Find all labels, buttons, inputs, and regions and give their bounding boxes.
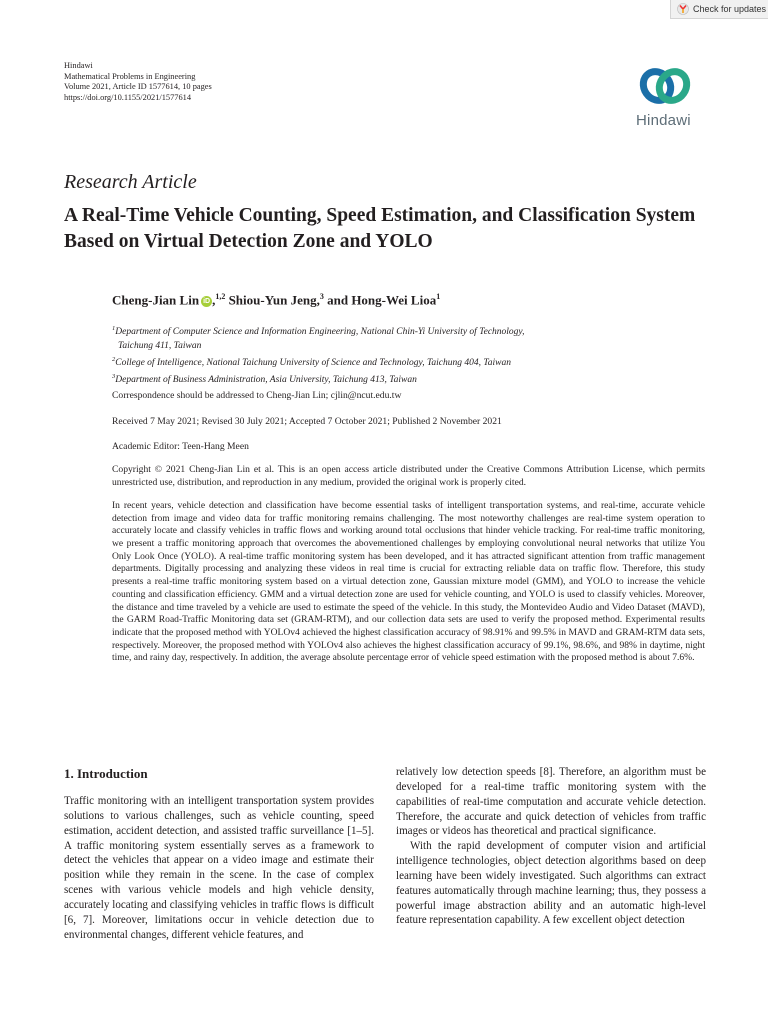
body-paragraph: Traffic monitoring with an intelligent transportation system provides solutions to various challenges, such as vehicle counting, speed estimation, accident detection, and assisted traffic surveillance [1–5]. A traffic monitoring system essentially serves as a framework to detect the vehicles that appear on a video image and estimate their position while they remain in the scene. In the case of complex scenes with various vehicle models and high vehicle density, accurately locating and classifying vehicles in traffic flows is difficult [6, 7]. Moreover, limitations occur in vehicle detection due to environmental changes, different vehicle features, and	[64, 795, 374, 941]
affiliation-marker: 3	[112, 373, 116, 381]
abstract-text: In recent years, vehicle detection and classification have become essential tasks of intelligent transportation systems, and real-time, accurate vehicle detection from image and video data for traffic monitoring remains challenging. The most noteworthy challenges are real-time system operation to accurately locate and classify vehicles in traffic flows and working around total occlusions that hinder vehicle tracking. For real-time traffic monitoring, we present a traffic monitoring approach that overcomes the abovementioned challenges by employing convolutional neural networks that utilize You Only Look Once (YOLO). A real-time traffic monitoring system has been developed, and it has attracted significant attention from traffic management departments. Digitally processing and analyzing these videos in real time is crucial for extracting reliable data on traffic flow. Therefore, this study presents a real-time traffic monitoring system based on a virtual detection zone, Gaussian mixture model (GMM), and YOLO to increase the vehicle counting and classification efficiency. GMM and a virtual detection zone are used for vehicle counting, and YOLO is used to classify vehicles. Moreover, the distance and time traveled by a vehicle are used to estimate the speed of the vehicle. In this study, the Montevideo Audio and Video Dataset (MAVD), the GARM Road-Traffic Monitoring data set (GRAM-RTM), and our collection data sets are used to verify the proposed method. Experimental results indicate that the proposed method with YOLOv4 achieved the highest classification accuracy of 98.91% and 99.5% in MAVD and GRAM-RTM data sets, respectively. Moreover, the proposed method with YOLOv4 also achieves the highest classification accuracy of 99.1%, 98.6%, and 98% in daytime, night time, and rainy day, respectively. In addition, the average absolute percentage error of vehicle speed estimation with the proposed method is about 7.6%.	[112, 500, 705, 664]
correspondence-line: Correspondence should be addressed to Cheng-Jian Lin; cjlin@ncut.edu.tw	[112, 390, 402, 401]
body-column-left	[64, 794, 374, 942]
affiliation-marker: 1	[112, 325, 116, 332]
body-paragraph: With the rapid development of computer vision and artificial intelligence technologies, object detection algorithms based on deep learning have been widely investigated. Such algorithms can extract features automatically through machine learning; thus, they possess a powerful image abstraction ability and an automatic high-level feature representation capability. A few excellent object detection	[396, 840, 706, 927]
orcid-icon[interactable]: iD	[203, 298, 211, 306]
affiliation-item	[112, 322, 652, 353]
author-affiliation-marker: 3	[319, 292, 324, 301]
affiliation-list	[112, 322, 652, 387]
affiliation-item	[112, 353, 652, 370]
affiliation-text: Department of Computer Science and Information Engineering, National Chin-Yi University of Technology,	[115, 327, 525, 338]
affiliation-text: College of Intelligence, National Taichung University of Science and Technology, Taichung 404, Taiwan	[115, 358, 511, 369]
academic-editor: Academic Editor: Teen-Hang Meen	[112, 441, 249, 452]
doi-link[interactable]: https://doi.org/10.1155/2021/1577614	[64, 92, 192, 102]
publisher-name: Hindawi	[64, 61, 93, 70]
journal-meta	[64, 61, 212, 103]
author-name: Shiou-Yun Jeng,	[228, 292, 320, 308]
article-type: Research Article	[64, 171, 197, 193]
publication-dates: Received 7 May 2021; Revised 30 July 2021; Accepted 7 October 2021; Published 2 November 2021	[112, 416, 502, 427]
copyright-notice: Copyright © 2021 Cheng-Jian Lin et al. This is an open access article distributed under the Creative Commons Attribution License, which permits unrestricted use, distribution, and reproduction in any medium, provided the original work is properly cited.	[112, 464, 705, 488]
affiliation-text: Department of Business Administration, Asia University, Taichung 413, Taiwan	[115, 375, 417, 386]
check-for-updates-label: Check for updates	[693, 4, 767, 14]
body-paragraph: relatively low detection speeds [8]. Therefore, an algorithm must be developed for a real-time traffic monitoring system with the capabilities of real-time computation and accurate vehicle detection. Therefore, the accurate and quick detection of vehicles from traffic images or videos has theoretical and practical significance.	[396, 766, 706, 838]
author-affiliation-marker: 1	[436, 292, 441, 301]
author-list: Cheng-Jian Lin iD ,$^{1,2}$ Shiou-Yun Jeng,$^3$ and Hong-Wei Lioa$^1$	[112, 292, 441, 308]
hindawi-logo-text: Hindawi	[636, 112, 691, 129]
volume-line: Volume 2021, Article ID 1577614, 10 pages	[64, 82, 212, 92]
crossmark-icon	[677, 3, 689, 15]
article-title: A Real-Time Vehicle Counting, Speed Estimation, and Classification System Based on Virtual Detection Zone and YOLO	[64, 205, 696, 252]
affiliation-marker: 2	[112, 356, 116, 364]
author-affiliation-marker: 1,2	[215, 292, 226, 301]
author-name: Cheng-Jian Lin	[112, 292, 200, 308]
affiliation-item	[112, 370, 652, 387]
journal-name: Mathematical Problems in Engineering	[64, 71, 196, 81]
section-heading: 1. Introduction	[64, 766, 148, 781]
body-column-right	[396, 765, 706, 928]
affiliation-text-continued: Taichung 411, Taiwan	[118, 341, 202, 352]
author-name: and Hong-Wei Lioa	[327, 292, 437, 308]
check-for-updates-button[interactable]	[670, 0, 768, 19]
